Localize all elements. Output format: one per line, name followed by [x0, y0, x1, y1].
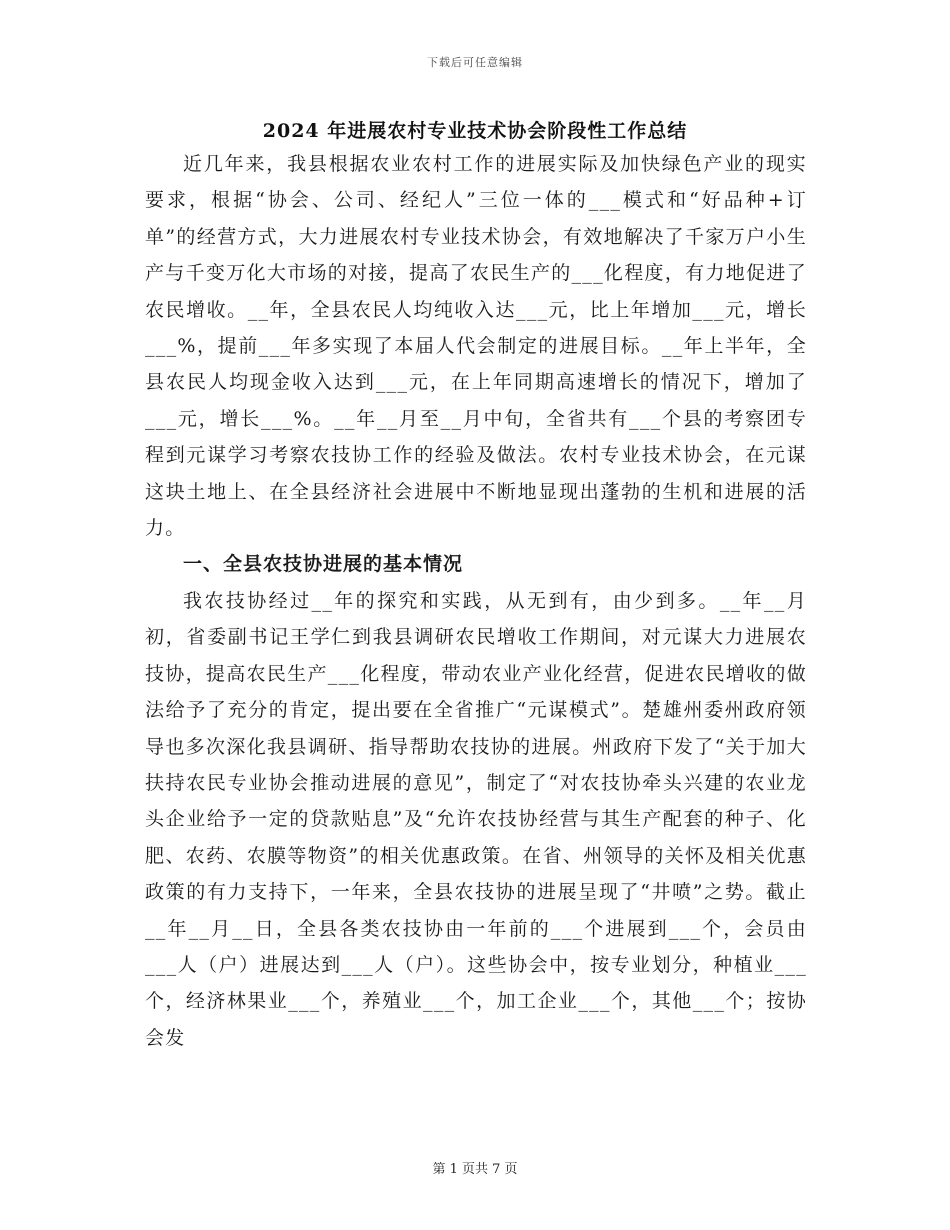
intro-paragraph: 近几年来，我县根据农业农村工作的进展实际及加快绿色产业的现实要求，根据“协会、公司、经纪人”三位一体的___模式和“好品种+订单”的经营方式，大力进展农村专业技术协会，有效地解决了千家万户小生产与千变万化大市场的对接，提高了农民生产的___化程度，有力地促进了农民增收。__年，全县农民人均纯收入达___元，比上年增加___元，增长___%，提前___年多实现了本届人代会制定的进展目标。__年上半年，全县农民人均现金收入达到___元，在上年同期高速增长的情况下，增加了___元，增长___%。__年__月至__月中旬，全省共有___个县的考察团专程到元谋学习考察农技协工作的经验及做法。农村专业技术协会，在元谋这块土地上、在全县经济社会进展中不断地显现出蓬勃的生机和进展的活力。	[145, 153, 807, 540]
document-body	[145, 146, 807, 1056]
page-number: 第 1 页共 7 页	[432, 1162, 518, 1177]
page-header-note: 下载后可任意编辑	[427, 56, 523, 69]
section-paragraph: 我农技协经过__年的探究和实践，从无到有，由少到多。__年__月初，省委副书记王学仁到我县调研农民增收工作期间，对元谋大力进展农技协，提高农民生产___化程度，带动农业产业化经营，促进农民增收的做法给予了充分的肯定，提出要在全省推广“元谋模式”。楚雄州委州政府领导也多次深化我县调研、指导帮助农技协的进展。州政府下发了“关于加大扶持农民专业协会推动进展的意见”，制定了“对农技协牵头兴建的农业龙头企业给予一定的贷款贴息”及“允许农技协经营与其生产配套的种子、化肥、农药、农膜等物资”的相关优惠政策。在省、州领导的关怀及相关优惠政策的有力支持下，一年来，全县农技协的进展呈现了“井喷”之势。截止__年__月__日，全县各类农技协由一年前的___个进展到___个，会员由___人（户）进展达到___人（户）。这些协会中，按专业划分，种植业___个，经济林果业___个，养殖业___个，加工企业___个，其他___个；按协会发	[145, 589, 807, 1049]
document-title: 2024 年进展农村专业技术协会阶段性工作总结	[262, 120, 688, 142]
section-heading: 一、全县农技协进展的基本情况	[183, 553, 464, 576]
